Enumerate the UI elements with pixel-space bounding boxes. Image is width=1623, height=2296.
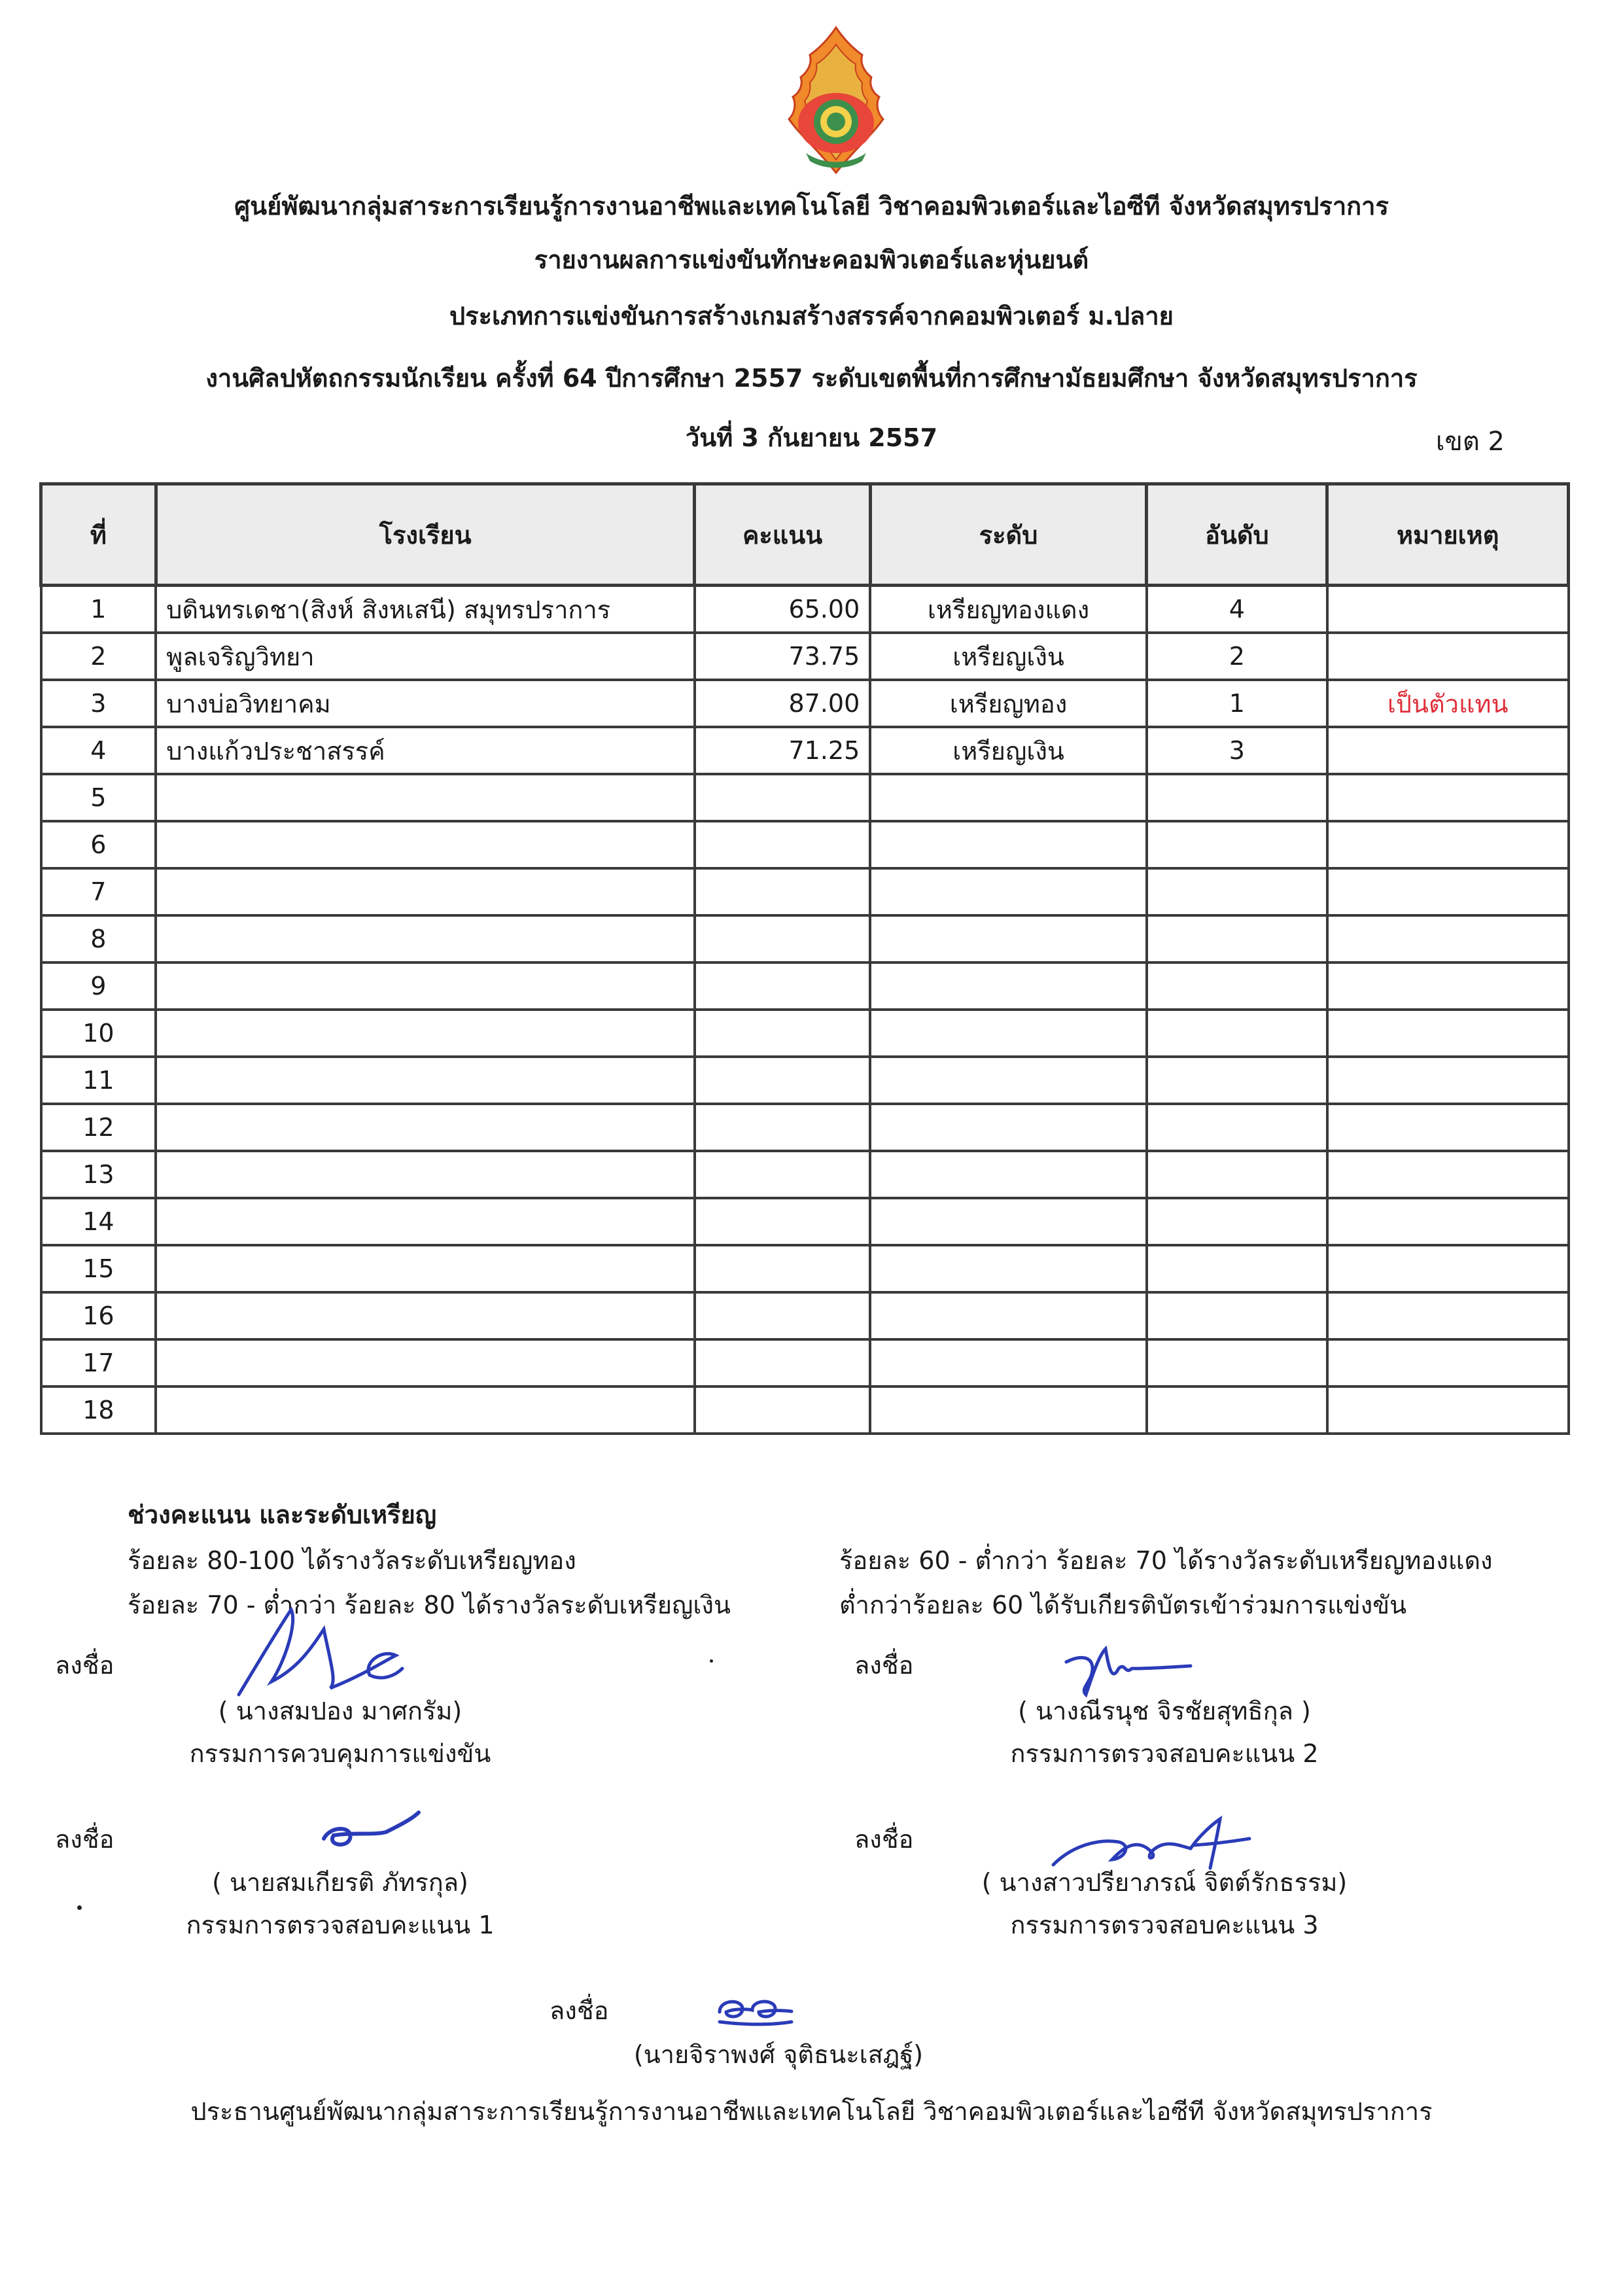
sign-label-5: ลงชื่อ	[550, 1996, 609, 2025]
row-level	[870, 1057, 1147, 1104]
table-row	[41, 915, 1569, 963]
row-rank: 4	[1147, 586, 1327, 633]
col-header-score: คะแนน	[695, 484, 870, 586]
signer-3-role: กรรมการตรวจสอบคะแนน 1	[186, 1911, 495, 1939]
event-info: งานศิลปหัตถกรรมนักเรียน ครั้งที่ 64 ปีการศึกษา 2557 ระดับเขตพื้นที่การศึกษามัธยมศึกษา จังหวัดสมุทรปราการ	[205, 364, 1418, 393]
range-silver: ร้อยละ 70 - ต่ำกว่า ร้อยละ 80 ได้รางวัลระดับเหรียญเงิน	[128, 1591, 731, 1619]
row-school	[156, 963, 695, 1010]
table-row	[41, 868, 1569, 915]
row-note	[1327, 868, 1569, 915]
row-note	[1327, 774, 1569, 821]
obec-emblem-icon	[764, 25, 908, 175]
range-gold: ร้อยละ 80-100 ได้รางวัลระดับเหรียญทอง	[128, 1546, 576, 1575]
row-score	[695, 963, 870, 1010]
row-no: 10	[41, 1010, 156, 1057]
col-header-note: หมายเหตุ	[1327, 484, 1569, 586]
row-no: 15	[41, 1245, 156, 1292]
row-score: 73.75	[695, 633, 870, 680]
row-no: 9	[41, 963, 156, 1010]
row-level: เหรียญเงิน	[870, 633, 1147, 680]
table-row	[41, 1057, 1569, 1104]
row-rank	[1147, 1151, 1327, 1198]
row-school	[156, 868, 695, 915]
row-level	[870, 963, 1147, 1010]
row-no: 11	[41, 1057, 156, 1104]
row-rank	[1147, 1057, 1327, 1104]
row-no: 17	[41, 1339, 156, 1386]
row-no: 6	[41, 821, 156, 868]
range-participation: ต่ำกว่าร้อยละ 60 ได้รับเกียรติบัตรเข้าร่วมการแข่งขัน	[839, 1591, 1407, 1619]
signer-2-role: กรรมการตรวจสอบคะแนน 2	[1010, 1739, 1319, 1768]
row-note	[1327, 1292, 1569, 1339]
row-level	[870, 1198, 1147, 1245]
table-row	[41, 1292, 1569, 1339]
table-row	[41, 1339, 1569, 1386]
row-no: 13	[41, 1151, 156, 1198]
row-school	[156, 1292, 695, 1339]
report-title: รายงานผลการแข่งขันทักษะคอมพิวเตอร์และหุ่นยนต์	[534, 245, 1089, 274]
row-level: เหรียญทองแดง	[870, 586, 1147, 633]
row-rank	[1147, 1292, 1327, 1339]
row-rank	[1147, 1104, 1327, 1151]
table-row	[41, 1198, 1569, 1245]
row-school	[156, 1245, 695, 1292]
row-rank	[1147, 1198, 1327, 1245]
row-school	[156, 774, 695, 821]
row-note	[1327, 1198, 1569, 1245]
row-school	[156, 1057, 695, 1104]
row-rank	[1147, 915, 1327, 963]
signer-4-role: กรรมการตรวจสอบคะแนน 3	[1010, 1911, 1319, 1939]
row-level	[870, 1010, 1147, 1057]
row-no: 3	[41, 680, 156, 727]
row-school	[156, 915, 695, 963]
competition-type: ประเภทการแข่งขันการสร้างเกมสร้างสรรค์จากคอมพิวเตอร์ ม.ปลาย	[449, 302, 1174, 330]
row-note: เป็นตัวแทน	[1327, 680, 1569, 727]
row-level	[870, 1339, 1147, 1386]
range-bronze: ร้อยละ 60 - ต่ำกว่า ร้อยละ 70 ได้รางวัลระดับเหรียญทองแดง	[839, 1546, 1493, 1575]
table-row	[41, 1104, 1569, 1151]
row-note	[1327, 915, 1569, 963]
row-school	[156, 1339, 695, 1386]
row-level	[870, 774, 1147, 821]
center-title: ศูนย์พัฒนากลุ่มสาระการเรียนรู้การงานอาชีพและเทคโนโลยี วิชาคอมพิวเตอร์และไอซีที จังหวัดสมุทรปราการ	[234, 192, 1389, 221]
row-rank	[1147, 821, 1327, 868]
row-score	[695, 915, 870, 963]
chair-role: ประธานศูนย์พัฒนากลุ่มสาระการเรียนรู้การงานอาชีพและเทคโนโลยี วิชาคอมพิวเตอร์และไอซีที จังหวัดสมุทรปราการ	[190, 2097, 1433, 2126]
table-row	[41, 1010, 1569, 1057]
row-score	[695, 1339, 870, 1386]
row-note	[1327, 1245, 1569, 1292]
table-row	[41, 727, 1569, 774]
row-rank	[1147, 774, 1327, 821]
table-row	[41, 1245, 1569, 1292]
row-note	[1327, 1151, 1569, 1198]
sign-label-4: ลงชื่อ	[854, 1825, 914, 1854]
row-score: 65.00	[695, 586, 870, 633]
row-score	[695, 1104, 870, 1151]
row-level	[870, 868, 1147, 915]
row-school	[156, 1104, 695, 1151]
row-school: พูลเจริญวิทยา	[156, 633, 695, 680]
row-no: 16	[41, 1292, 156, 1339]
row-score	[695, 1292, 870, 1339]
row-score: 71.25	[695, 727, 870, 774]
row-rank: 1	[1147, 680, 1327, 727]
results-table	[39, 482, 1570, 1435]
row-no: 4	[41, 727, 156, 774]
signature-3	[314, 1806, 425, 1858]
row-no: 1	[41, 586, 156, 633]
row-rank	[1147, 963, 1327, 1010]
col-header-school: โรงเรียน	[156, 484, 695, 586]
signature-1	[232, 1583, 409, 1708]
row-no: 18	[41, 1386, 156, 1434]
row-rank	[1147, 868, 1327, 915]
signature-5	[707, 1989, 798, 2035]
row-level	[870, 1151, 1147, 1198]
row-note	[1327, 1104, 1569, 1151]
col-header-level: ระดับ	[870, 484, 1147, 586]
row-score	[695, 821, 870, 868]
row-note	[1327, 821, 1569, 868]
signer-1-role: กรรมการควบคุมการแข่งขัน	[189, 1739, 491, 1768]
row-score	[695, 1057, 870, 1104]
row-score	[695, 1198, 870, 1245]
row-level	[870, 1245, 1147, 1292]
row-school	[156, 1010, 695, 1057]
row-school: บางแก้วประชาสรรค์	[156, 727, 695, 774]
sign-label-3: ลงชื่อ	[55, 1825, 114, 1854]
row-school: บางบ่อวิทยาคม	[156, 680, 695, 727]
row-level	[870, 1104, 1147, 1151]
signer-3-name: ( นายสมเกียรติ ภัทรกุล)	[212, 1868, 468, 1897]
row-rank: 2	[1147, 633, 1327, 680]
signer-1-name: ( นางสมปอง มาศกรัม)	[218, 1697, 462, 1725]
row-rank	[1147, 1245, 1327, 1292]
scan-speck	[77, 1905, 82, 1910]
row-score	[695, 1245, 870, 1292]
signature-2	[1053, 1629, 1197, 1701]
row-score	[695, 774, 870, 821]
row-no: 5	[41, 774, 156, 821]
row-score	[695, 1010, 870, 1057]
row-note	[1327, 1057, 1569, 1104]
table-row	[41, 1151, 1569, 1198]
row-rank	[1147, 1010, 1327, 1057]
table-row	[41, 586, 1569, 633]
row-school: บดินทรเดชา(สิงห์ สิงหเสนี) สมุทรปราการ	[156, 586, 695, 633]
row-note	[1327, 1010, 1569, 1057]
table-row	[41, 1386, 1569, 1434]
row-school	[156, 1151, 695, 1198]
signer-4-name: ( นางสาวปรียาภรณ์ จิตต์รักธรรม)	[981, 1868, 1348, 1897]
row-note	[1327, 633, 1569, 680]
table-row	[41, 680, 1569, 727]
ranges-title: ช่วงคะแนน และระดับเหรียญ	[128, 1500, 437, 1529]
row-no: 12	[41, 1104, 156, 1151]
sign-label-1: ลงชื่อ	[55, 1651, 114, 1680]
row-school	[156, 1198, 695, 1245]
row-school	[156, 1386, 695, 1434]
row-score	[695, 1151, 870, 1198]
signer-2-name: ( นางณีรนุช จิรชัยสุทธิกุล )	[1018, 1697, 1311, 1725]
row-note	[1327, 1339, 1569, 1386]
row-rank	[1147, 1386, 1327, 1434]
zone-label: เขต 2	[1435, 427, 1505, 457]
row-level	[870, 1292, 1147, 1339]
row-score	[695, 868, 870, 915]
row-note	[1327, 963, 1569, 1010]
row-level	[870, 915, 1147, 963]
col-header-no: ที่	[41, 484, 156, 586]
col-header-rank: อันดับ	[1147, 484, 1327, 586]
row-rank	[1147, 1339, 1327, 1386]
table-row	[41, 774, 1569, 821]
row-score	[695, 1386, 870, 1434]
row-no: 14	[41, 1198, 156, 1245]
table-row	[41, 963, 1569, 1010]
row-level	[870, 821, 1147, 868]
row-level: เหรียญเงิน	[870, 727, 1147, 774]
row-note	[1327, 1386, 1569, 1434]
table-header-row	[41, 484, 1569, 586]
scan-speck	[710, 1659, 713, 1663]
row-level	[870, 1386, 1147, 1434]
row-no: 8	[41, 915, 156, 963]
signer-5-name: (นายจิราพงศ์ จุติธนะเสฎฐ์)	[633, 2040, 924, 2069]
row-score: 87.00	[695, 680, 870, 727]
row-no: 2	[41, 633, 156, 680]
table-row	[41, 821, 1569, 868]
table-row	[41, 633, 1569, 680]
row-school	[156, 821, 695, 868]
row-rank: 3	[1147, 727, 1327, 774]
competition-date: วันที่ 3 กันยายน 2557	[685, 423, 938, 452]
row-note	[1327, 586, 1569, 633]
row-note	[1327, 727, 1569, 774]
row-level: เหรียญทอง	[870, 680, 1147, 727]
row-no: 7	[41, 868, 156, 915]
sign-label-2: ลงชื่อ	[854, 1651, 914, 1680]
